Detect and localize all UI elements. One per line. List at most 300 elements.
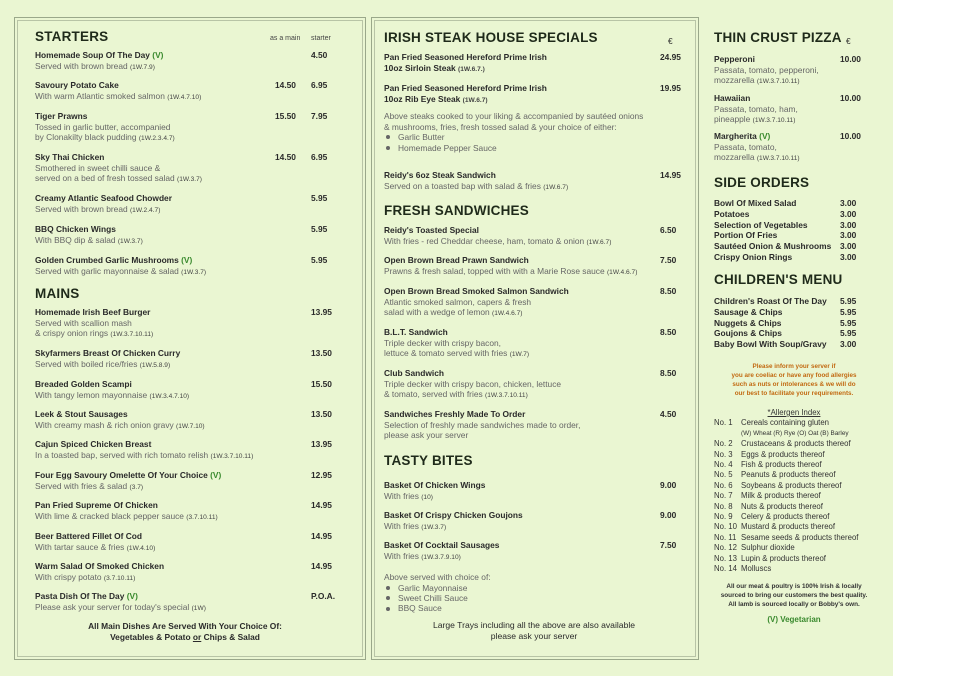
item-description: lettuce & tomato served with fries (1W.7) [384, 348, 530, 359]
item-price: 14.95 [311, 500, 332, 510]
sandwiches-heading: FRESH SANDWICHES [384, 203, 529, 218]
item-name-line: Hawaiian [714, 93, 751, 103]
tasty-option [384, 583, 684, 593]
item-name [35, 379, 335, 390]
item-price: 5.95 [840, 296, 857, 306]
item-description: With warm Atlantic smoked salmon (1W.4.7.10) [35, 90, 202, 101]
allergen-codes: (1W.3.7.10.11) [752, 117, 796, 125]
item-description: With crispy potato (3.7.10.11) [35, 571, 136, 582]
item-name-line: Savoury Potato Cake [35, 80, 119, 90]
item-price: 13.50 [311, 409, 332, 419]
allergen-name: Milk & products thereof [741, 491, 821, 501]
item-name-line: Open Brown Bread Smoked Salmon Sandwich [384, 286, 569, 296]
item-name [35, 531, 335, 542]
starter-price: 7.95 [311, 111, 328, 121]
allergen-codes: (3.7.10.11) [186, 513, 218, 521]
allergen-row [714, 554, 874, 564]
trays-line1: Large Trays including all the above are also available [432, 620, 636, 630]
item-price: 19.95 [660, 83, 681, 93]
allergen-codes: (3.7.10.11) [103, 574, 136, 582]
item-name-line: Basket Of Chicken Wings [384, 480, 486, 490]
allergen-name: Mustard & products thereof [741, 522, 836, 532]
list-item [714, 252, 874, 263]
option-label: Garlic Butter [398, 132, 445, 143]
item-price: 3.00 [840, 208, 857, 219]
allergen-name: Sesame seeds & products thereof [741, 532, 859, 542]
side-orders-heading: SIDE ORDERS [714, 175, 810, 190]
item-description: Served with garlic mayonnaise & salad (1W.3.7) [35, 265, 207, 276]
mains-note-part-a: Vegetables & Potato [110, 632, 193, 642]
item-price: 3.00 [840, 230, 857, 241]
allergen-row [714, 418, 874, 428]
item-name [35, 255, 335, 266]
item-description: salad with a wedge of lemon (1W.4.6.7) [384, 307, 523, 318]
allergen-rows [714, 418, 874, 574]
item-name-line: Pan Fried Supreme Of Chicken [35, 500, 158, 510]
starter-price: 5.95 [311, 193, 328, 203]
item-name [384, 83, 684, 106]
allergen-name: Eggs & products thereof [741, 449, 825, 459]
item-description: With tartar sauce & fries (1W.4.10) [35, 541, 156, 552]
option-label: BBQ Sauce [398, 603, 442, 614]
menu-item [35, 379, 335, 402]
allergen-codes: (1W.2.4.7) [129, 206, 161, 214]
item-name-line: Basket Of Cocktail Sausages [384, 540, 500, 550]
item-name-line: Skyfarmers Breast Of Chicken Curry [35, 348, 181, 358]
item-description: With fries (10) [384, 490, 433, 501]
allergen-row [714, 450, 874, 460]
item-name: Sausage & Chips [714, 306, 783, 317]
starter-price: 5.95 [311, 224, 328, 234]
item-price: 13.95 [311, 307, 332, 317]
item-name [384, 368, 684, 379]
item-description: Atlantic smoked salmon, capers & fresh [384, 296, 532, 307]
menu-item [384, 368, 684, 402]
allergen-cereals-sub: (W) Wheat (R) Rye (O) Oat (B) Barley [741, 429, 849, 437]
allergen-row [714, 502, 874, 512]
item-description: mozzarella (1W.3.7.10.11) [714, 75, 800, 86]
allergy-note-line: our best to facilitate your requirements. [734, 390, 854, 397]
trays-line2: please ask your server [490, 631, 578, 641]
main-price: 14.50 [275, 152, 296, 162]
menu-item [35, 348, 335, 371]
item-name [35, 348, 335, 359]
allergen-name: Molluscs [741, 564, 772, 574]
menu-item [384, 540, 684, 563]
menu-item [384, 225, 684, 248]
item-name-line: Reidy's Toasted Special [384, 225, 479, 235]
item-price: 9.00 [660, 480, 677, 490]
item-price: 8.50 [660, 368, 677, 378]
item-description: & tomato, served with fries (1W.3.7.10.11) [384, 389, 528, 400]
item-price: 7.50 [660, 255, 677, 265]
item-price: 3.00 [840, 219, 857, 230]
item-name-line: Sky Thai Chicken [35, 152, 105, 162]
list-item [714, 328, 874, 339]
menu-item [35, 152, 335, 186]
mains-note-or: or [192, 632, 202, 642]
item-description: Triple decker with crispy bacon, chicken, lettuce [384, 378, 562, 389]
vegetarian-mark: (V) [126, 591, 138, 601]
allergen-codes: (3.7) [129, 483, 144, 491]
allergen-codes: (1W.3.7.10.11) [756, 78, 800, 86]
option-label: Garlic Mayonnaise [398, 582, 468, 593]
allergen-name: Crustaceans & products thereof [741, 439, 851, 449]
item-description: Triple decker with crispy bacon, [384, 337, 501, 348]
option-label: Sweet Chilli Sauce [398, 593, 468, 603]
item-description: Please ask your server for today's special (1W) [35, 601, 206, 612]
allergen-row [714, 533, 874, 543]
item-name [35, 561, 335, 572]
item-name: Children's Roast Of The Day [714, 296, 827, 306]
item-name-line: Beer Battered Fillet Of Cod [35, 531, 143, 541]
item-description: Served with scallion mash [35, 317, 132, 328]
menu-item [35, 50, 335, 73]
item-price: 3.00 [840, 339, 857, 350]
item-name-line: Golden Crumbed Garlic Mushrooms (V) [35, 255, 193, 265]
item-price: 14.95 [660, 170, 681, 180]
item-description: Passata, tomato, ham, [714, 103, 798, 114]
item-name [384, 170, 684, 181]
steak-option [384, 132, 684, 143]
item-name-line: Reidy's 6oz Steak Sandwich [384, 170, 496, 180]
item-name [35, 50, 335, 61]
item-price: 3.00 [840, 241, 857, 252]
tasty-choices [384, 572, 684, 614]
sourcing-line: All lamb is sourced locally or Bobby's own. [728, 601, 860, 608]
pizza-currency: € [846, 36, 851, 46]
item-description: In a toasted bap, served with rich tomato relish (1W.3.7.10.11) [35, 449, 254, 460]
steak-heading: IRISH STEAK HOUSE SPECIALS [384, 30, 598, 45]
item-price: 8.50 [660, 327, 677, 337]
allergen-codes: (1W.5.8.9) [139, 361, 171, 369]
item-name-line: Club Sandwich [384, 368, 445, 378]
bullet-icon [386, 135, 390, 139]
allergen-codes: (1W.3.7.10.11) [210, 452, 254, 460]
item-name-line: Pepperoni [714, 54, 755, 64]
item-name-line: Tiger Prawns [35, 111, 88, 121]
allergy-warning-note [714, 362, 874, 398]
allergen-codes: (1W.6.7) [586, 238, 612, 246]
item-name: Goujons & Chips [714, 328, 782, 339]
item-name [35, 409, 335, 420]
item-description: Prawns & fresh salad, topped with with a Marie Rose sauce (1W.4.6.7) [384, 265, 638, 276]
allergen-number: No. 5 [714, 470, 733, 480]
item-name-line: Leek & Stout Sausages [35, 409, 128, 419]
allergen-codes: (1W.3.7) [117, 237, 143, 245]
menu-item [384, 480, 684, 503]
allergen-number: No. 12 [714, 543, 737, 553]
allergen-codes: (1W.4.6.7) [606, 268, 638, 276]
allergen-row [714, 460, 874, 470]
choice-label: Above served with choice of: [384, 572, 491, 582]
tasty-option [384, 593, 684, 603]
item-name: Potatoes [714, 208, 750, 219]
mains-note-line1: All Main Dishes Are Served With Your Choice Of: [88, 621, 282, 631]
item-description: Served on a toasted bap with salad & fries (1W.6.7) [384, 180, 569, 191]
allergen-name: Nuts & products thereof [741, 501, 823, 511]
item-name-line: Pan Fried Seasoned Hereford Prime Irish [384, 52, 547, 62]
item-description: With fries (1W.3.7) [384, 520, 447, 531]
steak-description [384, 111, 684, 154]
item-name [35, 307, 335, 318]
allergen-number: No. 2 [714, 439, 733, 449]
menu-item [384, 255, 684, 278]
item-description: Served with fries & salad (3.7) [35, 480, 144, 491]
allergen-codes: (1W.7.10) [176, 422, 205, 430]
allergen-name: Fish & products thereof [741, 460, 822, 470]
item-price: 5.95 [840, 306, 857, 317]
starter-price: 6.95 [311, 152, 328, 162]
allergen-codes: (1W.3.7.10.11) [756, 155, 800, 163]
childrens-menu-list [714, 296, 874, 350]
bullet-icon [386, 146, 390, 150]
item-name-line: Basket Of Crispy Chicken Goujons [384, 510, 523, 520]
allergen-codes: (1W.3.7) [181, 268, 207, 276]
item-name [384, 286, 684, 297]
item-name-line: Homemade Irish Beef Burger [35, 307, 151, 317]
item-price: 13.50 [311, 348, 332, 358]
menu-item [384, 170, 684, 193]
menu-item [384, 286, 684, 320]
mains-note-part-b: Chips & Salad [201, 632, 260, 642]
item-name-line: Creamy Atlantic Seafood Chowder [35, 193, 172, 203]
allergy-note-line: such as nuts or intolerances & we will do [732, 381, 856, 388]
item-name-line: Cajun Spiced Chicken Breast [35, 439, 152, 449]
item-description: Passata, tomato, pepperoni, [714, 64, 819, 75]
menu-item [35, 80, 335, 103]
vegetarian-mark: (V) [210, 470, 222, 480]
list-item [714, 339, 874, 350]
item-name [35, 439, 335, 450]
bullet-icon [386, 586, 390, 590]
item-name [384, 327, 684, 338]
item-name-line: Homemade Soup Of The Day (V) [35, 50, 164, 60]
allergen-name: Lupin & products thereof [741, 553, 826, 563]
tasty-bites-heading: TASTY BITES [384, 453, 473, 468]
menu-item [35, 224, 335, 247]
allergy-note-line: you are coeliac or have any food allergies [731, 372, 857, 379]
menu-item [714, 131, 874, 165]
item-description: served on a bed of fresh tossed salad (1W.3.7) [35, 173, 202, 184]
menu-item [35, 111, 335, 145]
allergen-codes: (1W.3.7) [421, 523, 447, 531]
menu-item [35, 255, 335, 278]
allergen-row [714, 481, 874, 491]
list-item [714, 318, 874, 329]
starter-price: 5.95 [311, 255, 328, 265]
steak-option [384, 143, 684, 154]
allergen-codes: (1W.3.7.9.10) [421, 553, 461, 561]
menu-item [35, 500, 335, 523]
starter-price: 4.50 [311, 50, 328, 60]
menu-item [35, 439, 335, 462]
item-name [384, 540, 684, 551]
item-price: 6.50 [660, 225, 677, 235]
menu-item [35, 561, 335, 584]
allergen-codes: (1W.7.9) [129, 63, 155, 71]
item-price: 8.50 [660, 286, 677, 296]
allergen-index [714, 408, 874, 575]
item-description: pineapple (1W.3.7.10.11) [714, 114, 796, 125]
item-price: 5.95 [840, 328, 857, 339]
pizza-heading: THIN CRUST PIZZA [714, 30, 842, 45]
item-name [35, 224, 335, 235]
menu-item [384, 83, 684, 106]
allergen-number: No. 4 [714, 460, 733, 470]
item-name-line: Sandwiches Freshly Made To Order [384, 409, 526, 419]
item-name [384, 510, 684, 521]
option-label: Homemade Pepper Sauce [398, 143, 497, 154]
bullet-icon [386, 596, 390, 600]
steak-desc-line: & mushrooms, fries, fresh tossed salad & your choice of either: [384, 121, 617, 132]
vegetarian-mark: (V) [152, 50, 164, 60]
list-item [714, 198, 874, 209]
item-description: With BBQ dip & salad (1W.3.7) [35, 234, 143, 245]
item-description: Passata, tomato, [714, 141, 777, 152]
allergen-number: No. 14 [714, 564, 737, 574]
allergen-codes: (1W.3.7.10.11) [485, 392, 528, 400]
item-description: With fries (1W.3.7.9.10) [384, 550, 461, 561]
vegetarian-mark: (V) [759, 131, 771, 141]
allergen-number: No. 11 [714, 532, 737, 542]
item-description: please ask your server [384, 430, 469, 441]
mains-served-with-note [35, 621, 335, 643]
item-description: Tossed in garlic butter, accompanied [35, 121, 171, 132]
item-name [35, 591, 335, 602]
sourcing-line: sourced to bring our customers the best quality. [720, 592, 868, 599]
item-name: Selection of Vegetables [714, 219, 808, 230]
vegetarian-mark: (V) [181, 255, 193, 265]
item-description: & crispy onion rings (1W.3.7.10.11) [35, 328, 154, 339]
menu-item [35, 531, 335, 554]
menu-item [35, 307, 335, 341]
item-description: With lime & cracked black pepper sauce (3.7.10.11) [35, 510, 218, 521]
item-price: 10.00 [840, 93, 861, 103]
item-price: 14.95 [311, 531, 332, 541]
item-name-line: Breaded Golden Scampi [35, 379, 132, 389]
item-price: 5.95 [840, 317, 857, 328]
starter-price: 6.95 [311, 80, 328, 90]
item-name [35, 500, 335, 511]
item-name-line: BBQ Chicken Wings [35, 224, 116, 234]
item-name [384, 409, 684, 420]
item-description: With creamy mash & rich onion gravy (1W.7.10) [35, 419, 205, 430]
starter-header: starter [311, 35, 331, 42]
allergen-row [714, 470, 874, 480]
allergen-number: No. 10 [714, 522, 737, 532]
allergen-codes: (1W.7) [509, 351, 530, 359]
item-description: Selection of freshly made sandwiches made to order, [384, 419, 581, 430]
sourcing-note [714, 582, 874, 609]
allergen-codes: (1W.4.6.7) [492, 310, 523, 318]
menu-item [384, 510, 684, 533]
menu-item [35, 470, 335, 493]
mains-note-line2 [35, 632, 335, 643]
allergen-codes: (1W.4.7.10) [167, 93, 202, 101]
item-name: Bowl Of Mixed Salad [714, 198, 797, 208]
item-name-line: B.L.T. Sandwich [384, 327, 448, 337]
item-name-line: Warm Salad Of Smoked Chicken [35, 561, 165, 571]
menu-item [35, 591, 335, 614]
allergen-row [714, 522, 874, 532]
allergen-codes: (1W.2.3.4.7) [138, 135, 175, 143]
item-price: P.O.A. [311, 591, 336, 601]
menu-item [714, 93, 874, 127]
allergen-number: No. 7 [714, 491, 733, 501]
item-name-line: Margherita (V) [714, 131, 771, 141]
item-description: by Clonakilty black pudding (1W.2.3.4.7) [35, 132, 175, 143]
item-price: 10.00 [840, 131, 861, 141]
item-name: Nuggets & Chips [714, 317, 782, 328]
main-price: 14.50 [275, 80, 296, 90]
item-name: Sautéed Onion & Mushrooms [714, 241, 832, 252]
item-description: With fries - red Cheddar cheese, ham, tomato & onion (1W.6.7) [384, 235, 612, 246]
item-price: 15.50 [311, 379, 332, 389]
allergen-codes: (1W.3.7.10.11) [110, 331, 154, 339]
item-description: Served with brown bread (1W.7.9) [35, 60, 155, 71]
allergen-codes: (1W.6.7.) [458, 65, 485, 73]
item-description: mozzarella (1W.3.7.10.11) [714, 152, 800, 163]
menu-item [384, 52, 684, 75]
steak-currency: € [668, 36, 673, 46]
allergen-codes: (10) [421, 493, 433, 501]
item-name [384, 225, 684, 236]
sourcing-line: All our meat & poultry is 100% Irish & locally [726, 583, 862, 590]
menu-item [714, 54, 874, 88]
item-price: 7.50 [660, 540, 677, 550]
allergen-row [714, 512, 874, 522]
item-description: Smothered in sweet chilli sauce & [35, 162, 161, 173]
list-item [714, 230, 874, 241]
bullet-icon [386, 607, 390, 611]
starters-heading: STARTERS [35, 29, 109, 44]
childrens-menu-heading: CHILDREN'S MENU [714, 272, 843, 287]
list-item [714, 209, 874, 220]
list-item [714, 307, 874, 318]
item-name [384, 255, 684, 266]
allergen-name: Soybeans & products thereof [741, 480, 842, 490]
side-orders-list [714, 198, 874, 263]
item-name-line: 10oz Rib Eye Steak (1W.6.7) [384, 93, 488, 104]
main-price: 15.50 [275, 111, 296, 121]
item-name-line: Four Egg Savoury Omelette Of Your Choice (V) [35, 470, 222, 480]
item-name-line: Pasta Dish Of The Day (V) [35, 591, 138, 601]
item-description: Served with brown bread (1W.2.4.7) [35, 203, 161, 214]
allergen-name: Cereals containing gluten [741, 418, 829, 428]
item-price: 24.95 [660, 52, 681, 62]
allergen-index-title: *Allergen Index [767, 408, 821, 417]
item-name [35, 470, 335, 481]
item-name: Crispy Onion Rings [714, 251, 793, 262]
menu-item [35, 193, 335, 216]
item-name-line: Pan Fried Seasoned Hereford Prime Irish [384, 83, 547, 93]
as-main-header: as a main [270, 35, 301, 42]
allergy-note-line: Please inform your server if [752, 363, 836, 370]
allergen-row [714, 564, 874, 574]
list-item [714, 241, 874, 252]
item-description: Served with boiled rice/fries (1W.5.8.9) [35, 358, 171, 369]
item-price: 12.95 [311, 470, 332, 480]
allergen-number: No. 6 [714, 480, 733, 490]
item-name: Portion Of Fries [714, 230, 778, 241]
allergen-codes: (1W.6.7) [462, 96, 488, 104]
allergen-name: Celery & products thereof [741, 512, 830, 522]
menu-item [35, 409, 335, 432]
item-price: 10.00 [840, 54, 861, 64]
allergen-number: No. 8 [714, 501, 733, 511]
allergen-codes: (1W.3.7) [177, 176, 202, 184]
